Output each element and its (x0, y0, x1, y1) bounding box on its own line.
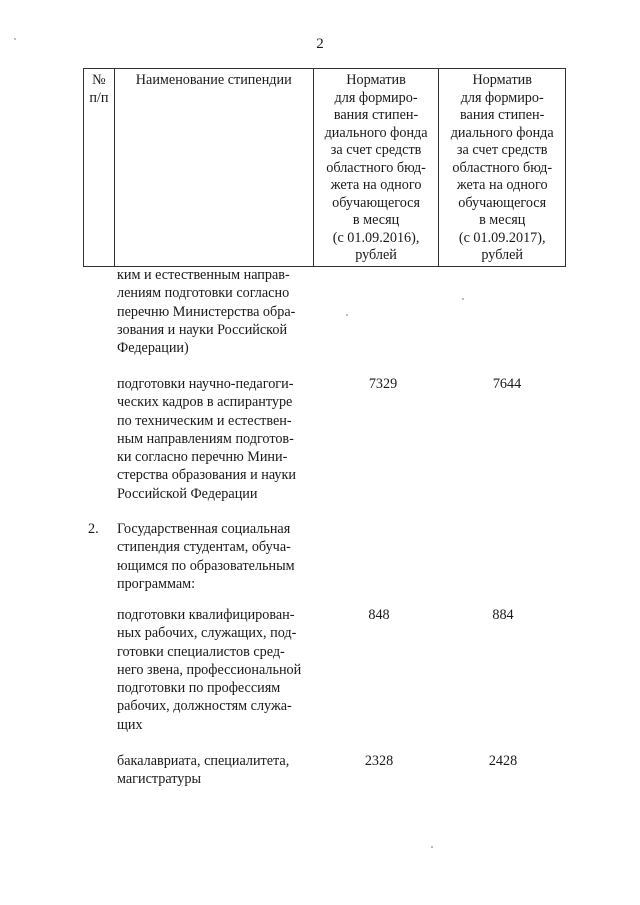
header-norm-2017-line: для формиро- (460, 89, 544, 106)
section-2-title (117, 520, 295, 593)
scan-speck (346, 314, 348, 316)
scan-speck (14, 38, 16, 40)
spo-value-2017: 884 (492, 607, 514, 623)
continuation-line: Федерации) (117, 340, 189, 357)
aspirantura-line: по техническим и естествен- (117, 412, 292, 429)
header-norm-2017-line: диального фонда (450, 124, 554, 141)
aspirantura-line: ным направлениям подготов- (117, 430, 294, 447)
aspirantura-value-2016: 7329 (368, 376, 398, 392)
header-norm-2016-line: для формиро- (334, 89, 418, 106)
scan-speck (431, 846, 433, 848)
header-norm-2016-line: за счет средств (330, 142, 422, 158)
page-number: 2 (316, 36, 324, 52)
header-num (84, 69, 115, 267)
header-norm-2016-line: диального фонда (324, 124, 428, 141)
bachelor-line: бакалавриата, специалитета, (117, 753, 290, 769)
bachelor-value-2016: 2328 (364, 753, 394, 769)
header-norm-2017-line: вания стипен- (460, 107, 545, 123)
scan-speck (462, 298, 464, 300)
spo-line: рабочих, должностям служа- (117, 698, 292, 715)
header-num-line: № (92, 72, 106, 88)
aspirantura-line: подготовки научно-педагоги- (117, 376, 294, 392)
bachelor-line: магистратуры (117, 771, 202, 788)
header-num-line: п/п (89, 89, 109, 106)
section-2-line: ющимся по образовательным (117, 557, 295, 574)
bachelor-text (117, 752, 289, 789)
header-norm-2016-line: областного бюд- (326, 159, 426, 176)
aspirantura-line: ки согласно перечню Мини- (117, 449, 288, 466)
spo-text (117, 606, 301, 734)
header-norm-2017-line: в месяц (479, 212, 526, 228)
continuation-line: перечню Министерства обра- (117, 303, 296, 320)
spo-line: подготовки квалифицирован- (117, 607, 295, 623)
continuation-line: лениям подготовки согласно (117, 285, 290, 302)
continuation-line: ким и естественным направ- (117, 267, 290, 283)
header-norm-2016 (313, 69, 439, 267)
continuation-line: зования и науки Российской (117, 321, 288, 338)
header-norm-2016-line: (с 01.09.2016), (332, 229, 420, 246)
header-norm-2017 (439, 69, 566, 267)
spo-line: него звена, профессиональной (117, 661, 302, 678)
spo-line: готовки специалистов сред- (117, 643, 285, 660)
section-2-line: стипендия студентам, обуча- (117, 539, 291, 556)
spo-line: щих (117, 716, 143, 733)
header-norm-2016-line: вания стипен- (333, 107, 419, 123)
header-norm-2016-line: жета на одного (330, 177, 422, 193)
stipend-table-header (83, 68, 566, 267)
header-name-line: Наименование стипендии (135, 72, 292, 88)
spo-line: подготовки по профессиям (117, 680, 281, 697)
header-norm-2017-line: жета на одного (456, 177, 548, 193)
section-2-index: 2. (88, 521, 99, 537)
header-name (114, 69, 313, 267)
header-norm-2016-line: в месяц (352, 212, 400, 228)
header-norm-2017-line: областного бюд- (452, 159, 553, 176)
header-norm-2017-line: обучающегося (458, 194, 547, 211)
bachelor-value-2017: 2428 (488, 753, 518, 769)
header-norm-2016-line: Норматив (346, 72, 406, 88)
header-norm-2017-line: за счет средств (456, 142, 548, 158)
aspirantura-text (117, 375, 296, 503)
aspirantura-line: ческих кадров в аспирантуре (117, 394, 293, 411)
section-2-line: Государственная социальная (117, 521, 291, 537)
continuation-text (117, 266, 295, 357)
header-norm-2017-line: рублей (481, 247, 524, 263)
header-row (84, 69, 566, 267)
aspirantura-line: стерства образования и науки (117, 467, 297, 484)
aspirantura-line: Российской Федерации (117, 485, 258, 502)
header-norm-2017-line: Норматив (472, 72, 532, 88)
spo-value-2016: 848 (368, 607, 390, 623)
header-norm-2017-line: (с 01.09.2017), (458, 229, 546, 246)
header-norm-2016-line: обучающегося (332, 194, 420, 211)
aspirantura-value-2017: 7644 (492, 376, 522, 392)
header-norm-2016-line: рублей (355, 247, 397, 263)
spo-line: ных рабочих, служащих, под- (117, 625, 297, 642)
section-2-line: программам: (117, 575, 196, 592)
